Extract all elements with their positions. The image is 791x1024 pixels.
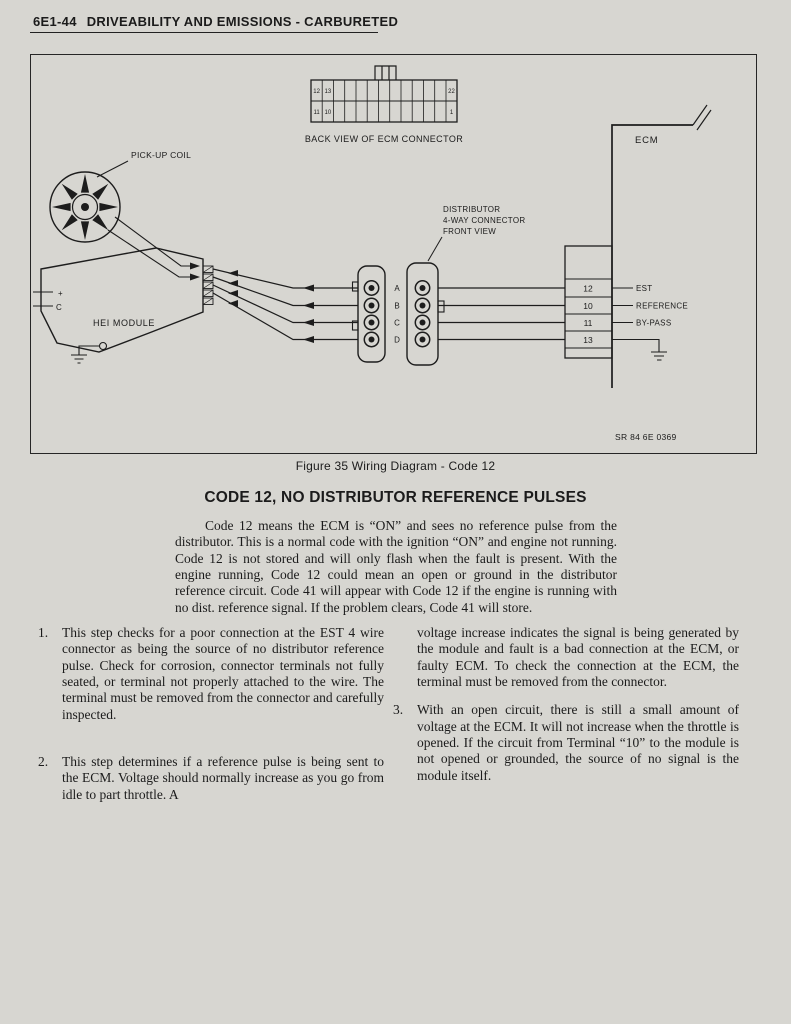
reference-label: REFERENCE bbox=[636, 301, 689, 311]
page-title: DRIVEABILITY AND EMISSIONS - CARBURETED bbox=[86, 14, 399, 29]
header-rule bbox=[30, 32, 378, 33]
hei-module-label: HEI MODULE bbox=[93, 318, 156, 328]
step-2-cont-text: voltage increase indicates the signal is being generated by the module and fault is a bad connection at the ECM, or faulty ECM. To check the connection at the ECM, the terminal must be removed from the connector. bbox=[417, 624, 739, 689]
wiring-diagram-svg bbox=[31, 55, 754, 451]
est-label: EST bbox=[636, 284, 653, 293]
step-2-cont-number bbox=[393, 625, 417, 690]
right-column bbox=[393, 625, 739, 803]
step-3-text: With an open circuit, there is still a small amount of voltage at the ECM. It will not increase when the throttle is opened. If the circuit from Terminal “10” to the module is not opened or grounded, the source of no signal is the module itself. bbox=[417, 702, 739, 783]
distributor-label-line2: 4-WAY CONNECTOR bbox=[443, 216, 526, 225]
step-2-continuation bbox=[393, 625, 739, 690]
ecm-plug-label: BACK VIEW OF ECM CONNECTOR bbox=[304, 134, 464, 144]
hei-module bbox=[33, 248, 213, 363]
module-pins bbox=[203, 266, 213, 305]
ecm-ground-symbol bbox=[612, 340, 667, 361]
pin-a: A bbox=[394, 284, 400, 293]
pickup-coil bbox=[50, 150, 200, 281]
wires-module-to-connector bbox=[213, 269, 358, 343]
plug-num-13: 13 bbox=[324, 89, 332, 95]
distributor-connectors bbox=[353, 263, 445, 365]
module-term-plus: + bbox=[58, 289, 63, 298]
terminal-11: 11 bbox=[583, 318, 593, 328]
wire-arrowheads bbox=[228, 270, 314, 343]
step-2 bbox=[38, 754, 384, 803]
page-header bbox=[33, 14, 791, 29]
terminal-10: 10 bbox=[583, 301, 593, 311]
ecm-terminal-strip bbox=[565, 246, 688, 360]
plug-num-1: 1 bbox=[449, 110, 454, 116]
wires-to-ecm bbox=[438, 288, 565, 340]
ecm-plug bbox=[305, 66, 463, 144]
module-ground-symbol bbox=[71, 343, 107, 364]
plug-num-10: 10 bbox=[324, 110, 332, 116]
plug-num-11: 11 bbox=[313, 110, 320, 116]
pin-d: D bbox=[394, 335, 400, 345]
step-1 bbox=[38, 625, 384, 723]
distributor-label-line3: FRONT VIEW bbox=[443, 227, 497, 236]
step-1-text: This step checks for a poor connection at the EST 4 wire connector as being the source of no distributor reference pulse. Check for corrosion, connector terminals not fully seated, or terminal not properly attached to the wire. The terminal must be removed from the connector and carefully inspected. bbox=[62, 624, 384, 722]
step-1-number: 1. bbox=[38, 624, 49, 640]
distributor-label bbox=[428, 205, 525, 261]
plug-num-12: 12 bbox=[313, 89, 320, 95]
pin-b: B bbox=[394, 301, 400, 311]
figure-stamp: SR 84 6E 0369 bbox=[615, 432, 677, 442]
page-number: 6E1-44 bbox=[33, 14, 77, 29]
distributor-label-line1: DISTRIBUTOR bbox=[443, 205, 501, 214]
wiring-diagram-figure bbox=[30, 54, 757, 454]
section-heading: CODE 12, NO DISTRIBUTOR REFERENCE PULSES bbox=[204, 489, 587, 506]
figure-caption: Figure 35 Wiring Diagram - Code 12 bbox=[295, 459, 496, 473]
bypass-label: BY-PASS bbox=[636, 318, 672, 328]
intro-paragraph: Code 12 means the ECM is “ON” and sees no reference pulse from the distributor. This is a normal code with the ignition “ON” and engine not running. Code 12 is not stored and will only flash when the fault is present. With the engine running, Code 12 could mean an open or ground in the distributor reference circuit. Code 41 will appear with Code 12 if the engine is running with no dist. reference signal. If the problem clears, Code 41 will store. bbox=[175, 518, 617, 615]
plug-num-22: 22 bbox=[448, 89, 455, 95]
left-column bbox=[38, 625, 384, 803]
ecm-label: ECM bbox=[635, 135, 659, 146]
step-2-number: 2. bbox=[38, 753, 49, 769]
step-2-text: This step determines if a reference pulse is being sent to the ECM. Voltage should normally increase as you go from idle to part throttle. A bbox=[62, 753, 384, 802]
module-term-c: C bbox=[56, 303, 62, 312]
ecm-box bbox=[612, 105, 711, 388]
terminal-13: 13 bbox=[583, 335, 593, 345]
terminal-12: 12 bbox=[583, 283, 593, 294]
two-column-text bbox=[38, 625, 739, 803]
pin-c: C bbox=[394, 318, 400, 328]
step-3 bbox=[393, 702, 739, 784]
step-3-number: 3. bbox=[393, 702, 404, 718]
pickup-coil-label: PICK-UP COIL bbox=[131, 150, 192, 160]
